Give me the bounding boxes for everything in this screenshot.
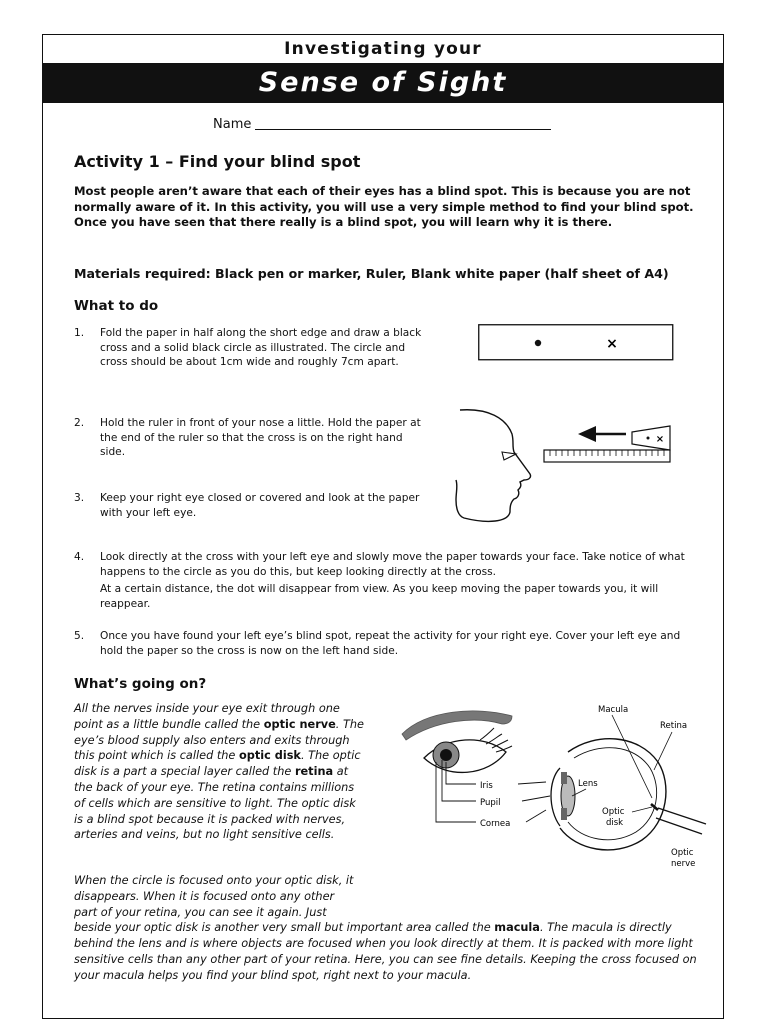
text-line: When the circle is focused onto your optic disk, it [74, 874, 354, 887]
text-line: part of your retina, you can see it again. Just [74, 905, 327, 919]
cornea-shape [551, 768, 560, 826]
face-profile [456, 410, 531, 522]
activity-intro: Most people aren’t aware that each of their eyes has a blind spot. This is because you are not normally aware of it. In this activity, you will use a very simple method to find your blind spot. Once you have seen that there really is a blind spot, you will learn why it is there. [74, 184, 694, 229]
step-1 [74, 326, 424, 370]
black-cross: × [606, 336, 618, 352]
eyebrow-icon [402, 711, 512, 740]
label-retina: Retina [660, 721, 688, 731]
step-4 [74, 550, 700, 611]
label-iris: Iris [480, 781, 493, 791]
text-continuation [74, 920, 700, 983]
text-run: beside your optic disk is another very small but important area called the [74, 921, 495, 935]
term-macula: macula [494, 921, 540, 935]
small-cross: × [655, 434, 665, 445]
step-text: Fold the paper in half along the short edge and draw a black cross and a solid black circle as illustrated. The circle and cross should be about 1cm wide and roughly 7cm apart. [100, 327, 422, 368]
explanation-paragraph-1 [74, 701, 368, 843]
whats-going-on-heading: What’s going on? [74, 676, 207, 692]
step-number: 2. [74, 417, 85, 429]
label-optic-disk-1: Optic [602, 807, 625, 817]
small-dot [647, 437, 650, 440]
text-run: All the nerves inside your eye exit through one point as a little bundle called the [74, 702, 340, 731]
text-run: at the back of your eye. The retina contains millions of cells which are sensitive to light. The optic disk is a blind spot because it is packed with nerves, arteries and veins, but no light sensitive cells. [74, 765, 356, 842]
label-optic-disk-2: disk [606, 818, 624, 828]
step-number: 3. [74, 492, 85, 504]
what-to-do-heading: What to do [74, 298, 159, 314]
label-optic-nerve-2: nerve [671, 859, 696, 869]
term-optic-disk: optic disk [238, 749, 301, 763]
text-run: . The optic disk is a part a special layer called the [74, 749, 361, 779]
step-2 [74, 416, 424, 460]
step-5 [74, 629, 700, 658]
name-field[interactable] [213, 117, 551, 132]
text-line: disappears. When it is focused onto any other [74, 889, 335, 903]
name-label: Name [213, 117, 252, 132]
text-run: . The eye’s blood supply also enters and exits through this point which is called the [74, 717, 364, 763]
title-top: Investigating your [284, 39, 482, 59]
label-cornea: Cornea [480, 819, 511, 829]
label-optic-nerve-1: Optic [671, 848, 694, 858]
pupil-shape [440, 749, 452, 761]
title-main: Sense of Sight [43, 63, 723, 103]
term-retina: retina [294, 765, 334, 779]
iris-lower [561, 808, 567, 820]
step-number: 5. [74, 630, 85, 642]
step-text: Hold the ruler in front of your nose a little. Hold the paper at the end of the ruler so that the cross is on the right hand side. [100, 417, 421, 458]
step-3 [74, 491, 424, 520]
step-text: Look directly at the cross with your left eye and slowly move the paper towards your face. Take notice of what happens to the circle as you do this, but keep looking directly at the cross. [100, 551, 685, 578]
label-macula: Macula [598, 705, 629, 715]
term-optic-nerve: optic nerve [263, 717, 336, 731]
paper-illustration [478, 324, 674, 362]
arrow-head [578, 426, 596, 442]
black-circle [535, 340, 541, 346]
face-ruler-illustration [448, 404, 676, 530]
retina-leader [654, 732, 672, 770]
eye-anatomy-diagram [396, 700, 714, 872]
ruler [544, 450, 670, 462]
label-pupil: Pupil [480, 798, 501, 808]
step-text: Keep your right eye closed or covered and look at the paper with your left eye. [100, 492, 420, 519]
step-number: 1. [74, 327, 85, 339]
activity-title: Activity 1 – Find your blind spot [74, 152, 361, 171]
explanation-paragraph-2 [74, 873, 700, 984]
eye-icon [502, 452, 516, 460]
label-lens: Lens [578, 779, 598, 789]
optic-nerve-shape [656, 808, 706, 834]
step-number: 4. [74, 551, 85, 563]
iris-upper [561, 772, 567, 784]
materials-required: Materials required: Black pen or marker, Ruler, Blank white paper (half sheet of A4) [74, 266, 669, 281]
step-text-2: At a certain distance, the dot will disappear from view. As you keep moving the paper towards you, it will reappear. [100, 583, 659, 610]
name-underline[interactable] [255, 129, 551, 130]
small-paper [632, 426, 670, 450]
text-run: . The macula is directly behind the lens and is where objects are focused when you look directly at them. It is packed with more light sensitive cells than any other part of your retina. Here, you can see fine details. Keeping the cross focused on your macula helps you find your blind spot, right next to your macula. [74, 921, 697, 982]
step-text: Once you have found your left eye’s blind spot, repeat the activity for your right eye. Cover your left eye and hold the paper so the cross is now on the left hand side. [100, 630, 681, 657]
